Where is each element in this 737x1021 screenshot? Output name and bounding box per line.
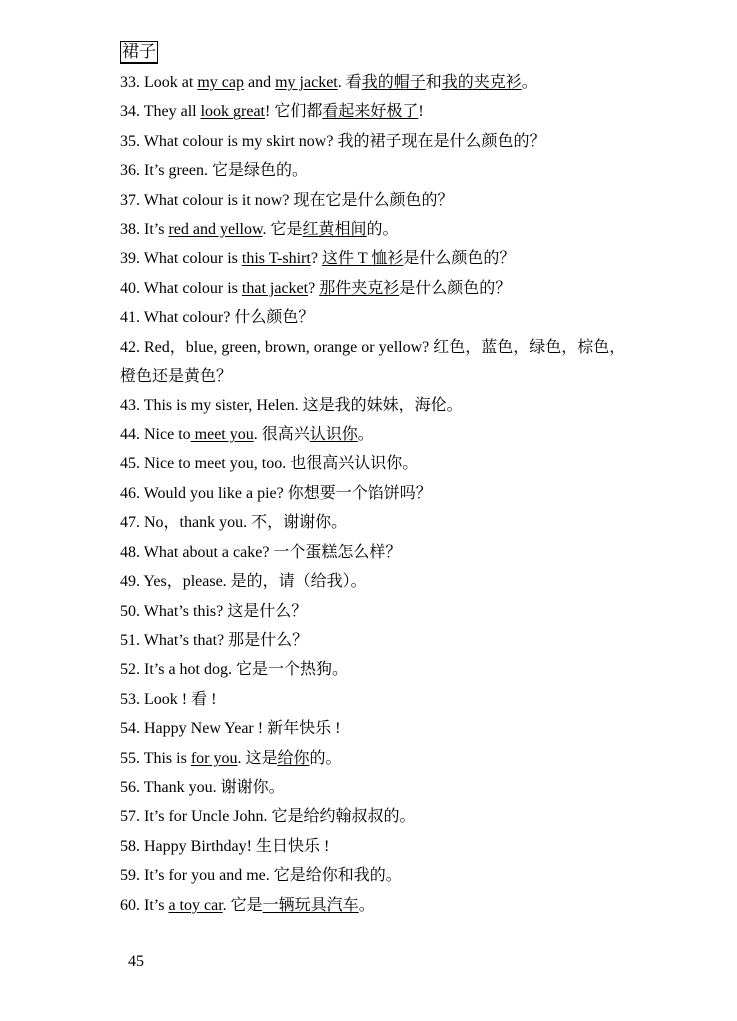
sentence-text: 38. It’s bbox=[120, 221, 169, 239]
sentence-line bbox=[120, 714, 630, 743]
sentence-line bbox=[120, 832, 630, 861]
sentence-line bbox=[120, 597, 630, 626]
heading-box: 裙子 bbox=[120, 41, 158, 64]
sentence-text: 34. They all bbox=[120, 103, 201, 121]
sentence-text: 37. What colour is it now? 现在它是什么颜色的？ bbox=[120, 191, 454, 209]
sentence-line bbox=[120, 274, 630, 303]
sentence-text: 是什么颜色的？ bbox=[403, 250, 516, 268]
underlined-phrase: my jacket bbox=[275, 74, 338, 91]
sentence-text: 48. What about a cake? 一个蛋糕怎么样？ bbox=[120, 543, 402, 561]
sentence-text: 45. Nice to meet you, too. 也很高兴认识你。 bbox=[120, 455, 419, 473]
sentence-text: 42. Red，blue, green, brown, orange or yellow? 红色，蓝色，绿色，棕色，橙色还是黄色？ bbox=[120, 338, 626, 385]
sentence-text: 33. Look at bbox=[120, 74, 198, 91]
sentence-text: 35. What colour is my skirt now? 我的裙子现在是什么颜色的？ bbox=[120, 132, 546, 150]
sentence-text: ! bbox=[418, 103, 424, 121]
sentence-text: ! 它们都 bbox=[265, 103, 323, 121]
sentence-text: 47. No，thank you. 不，谢谢你。 bbox=[120, 514, 348, 532]
sentence-line bbox=[120, 891, 630, 920]
sentence-text: 52. It’s a hot dog. 它是一个热狗。 bbox=[120, 661, 348, 679]
underlined-phrase: 那件夹克衫 bbox=[319, 279, 400, 297]
sentence-text: 36. It’s green. 它是绿色的。 bbox=[120, 162, 308, 180]
sentence-line bbox=[120, 479, 630, 508]
sentence-text: 59. It’s for you and me. 它是给你和我的。 bbox=[120, 867, 402, 885]
sentence-text: 40. What colour is bbox=[120, 279, 242, 297]
sentence-line bbox=[120, 802, 630, 831]
sentence-text: 50. What’s this? 这是什么？ bbox=[120, 602, 308, 620]
sentence-text: 41. What colour? 什么颜色？ bbox=[120, 309, 315, 327]
sentence-text: 44. Nice to bbox=[120, 426, 191, 444]
section-heading bbox=[120, 40, 630, 64]
sentence-text: ? bbox=[308, 279, 320, 297]
sentence-text: 。 bbox=[521, 74, 538, 91]
underlined-phrase: look great bbox=[200, 103, 265, 121]
sentence-text: 54. Happy New Year ! 新年快乐 ! bbox=[120, 720, 341, 738]
sentence-text: 和 bbox=[425, 74, 442, 91]
underlined-phrase: for you bbox=[190, 749, 238, 767]
sentence-text: 56. Thank you. 谢谢你。 bbox=[120, 778, 285, 796]
underlined-phrase: a toy car bbox=[168, 896, 223, 914]
sentence-line bbox=[120, 215, 630, 244]
sentence-line bbox=[120, 567, 630, 596]
sentence-line bbox=[120, 655, 630, 684]
underlined-phrase: 我的帽子 bbox=[361, 74, 426, 91]
sentence-text: and bbox=[243, 74, 276, 91]
sentence-line bbox=[120, 626, 630, 655]
sentence-text: 39. What colour is bbox=[120, 250, 242, 268]
sentence-line bbox=[120, 773, 630, 802]
sentence-text: 57. It’s for Uncle John. 它是给约翰叔叔的。 bbox=[120, 808, 416, 826]
underlined-phrase: 给你 bbox=[277, 749, 310, 767]
sentence-line bbox=[120, 538, 630, 567]
underlined-phrase: my cap bbox=[197, 74, 244, 91]
sentence-text: 的。 bbox=[309, 749, 342, 767]
underlined-phrase: 红黄相间 bbox=[302, 221, 367, 239]
sentence-text: . 很高兴 bbox=[253, 426, 310, 444]
sentence-line bbox=[120, 685, 630, 714]
sentence-list bbox=[120, 68, 630, 920]
sentence-text: 是什么颜色的？ bbox=[399, 279, 512, 297]
sentence-line bbox=[120, 156, 630, 185]
underlined-phrase: this T-shirt bbox=[241, 250, 311, 268]
sentence-line bbox=[120, 68, 630, 97]
sentence-line bbox=[120, 449, 630, 478]
sentence-line bbox=[120, 186, 630, 215]
page-number: 45 bbox=[128, 953, 144, 970]
sentence-line bbox=[120, 420, 630, 449]
sentence-text: 。 bbox=[357, 426, 374, 444]
sentence-line bbox=[120, 244, 630, 273]
sentence-text: 53. Look ! 看 ! bbox=[120, 690, 217, 708]
underlined-phrase: red and yellow bbox=[168, 221, 263, 239]
sentence-text: . 看 bbox=[337, 74, 362, 91]
sentence-text: ? bbox=[310, 250, 322, 268]
document-page bbox=[120, 40, 630, 920]
sentence-text: . 这是 bbox=[237, 749, 278, 767]
sentence-text: . 它是 bbox=[222, 896, 263, 914]
underlined-phrase: 一辆玩具汽车 bbox=[262, 896, 359, 914]
sentence-text: 46. Would you like a pie? 你想要一个馅饼吗？ bbox=[120, 484, 432, 502]
sentence-line bbox=[120, 391, 630, 420]
underlined-phrase: 我的夹克衫 bbox=[441, 74, 522, 91]
sentence-line bbox=[120, 744, 630, 773]
sentence-text: 51. What’s that? 那是什么？ bbox=[120, 631, 309, 649]
sentence-line bbox=[120, 127, 630, 156]
sentence-text: 43. This is my sister, Helen. 这是我的妹妹，海伦。 bbox=[120, 396, 463, 414]
sentence-text: 49. Yes，please. 是的，请（给我）。 bbox=[120, 573, 367, 591]
underlined-phrase: meet you bbox=[190, 426, 254, 444]
underlined-phrase: 认识你 bbox=[309, 426, 358, 444]
sentence-line bbox=[120, 303, 630, 332]
sentence-text: 60. It’s bbox=[120, 896, 169, 914]
sentence-line bbox=[120, 333, 630, 391]
sentence-line bbox=[120, 861, 630, 890]
sentence-text: . 它是 bbox=[262, 221, 303, 239]
sentence-line bbox=[120, 97, 630, 126]
underlined-phrase: 这件 T 恤衫 bbox=[321, 250, 404, 268]
underlined-phrase: 看起来好极了 bbox=[322, 103, 419, 121]
sentence-text: 58. Happy Birthday! 生日快乐 ! bbox=[120, 837, 330, 855]
sentence-text: 。 bbox=[358, 896, 375, 914]
sentence-line bbox=[120, 508, 630, 537]
sentence-text: 的。 bbox=[366, 221, 399, 239]
underlined-phrase: that jacket bbox=[241, 279, 309, 297]
sentence-text: 55. This is bbox=[120, 749, 191, 767]
